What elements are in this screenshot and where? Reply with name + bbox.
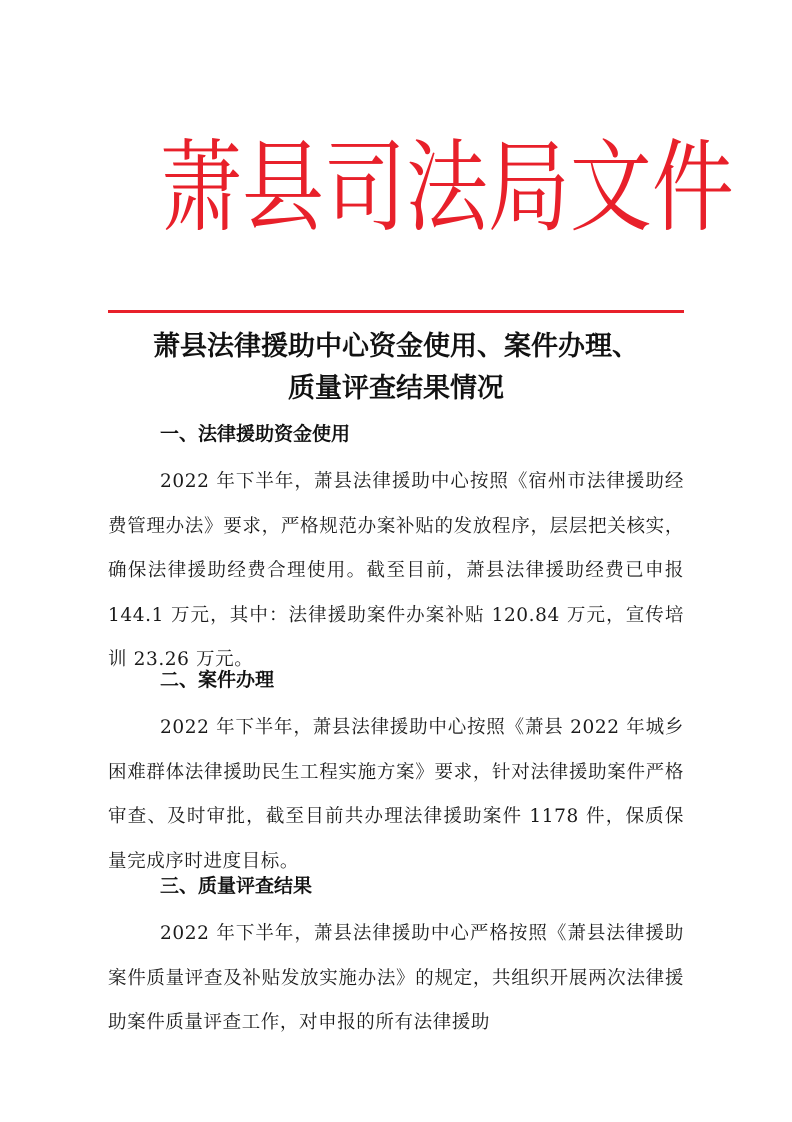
section-cases bbox=[108, 660, 684, 884]
section-heading: 二、案件办理 bbox=[160, 669, 275, 691]
section-heading: 一、法律援助资金使用 bbox=[160, 423, 351, 445]
section-paragraph: 2022 年下半年，萧县法律援助中心按照《萧县 2022 年城乡困难群体法律援助民生工程实施方案》要求，针对法律援助案件严格审查、及时审批，截至目前共办理法律援助案件 1178 件，保质保量完成序时进度目标。 bbox=[108, 717, 684, 872]
document-title bbox=[100, 326, 692, 410]
section-funds bbox=[108, 414, 684, 683]
section-heading: 三、质量评查结果 bbox=[160, 875, 313, 897]
section-quality bbox=[108, 866, 684, 1046]
section-paragraph: 2022 年下半年，萧县法律援助中心按照《宿州市法律援助经费管理办法》要求，严格规范办案补贴的发放程序，层层把关核实，确保法律援助经费合理使用。截至目前，萧县法律援助经费已申报 144.1 万元，其中：法律援助案件办案补贴 120.84 万元，宣传培训 23.26 万元。 bbox=[108, 471, 684, 670]
title-line-2: 质量评查结果情况 bbox=[288, 373, 504, 404]
red-separator-line bbox=[108, 310, 684, 313]
section-paragraph: 2022 年下半年，萧县法律援助中心严格按照《萧县法律援助案件质量评查及补贴发放实施办法》的规定，共组织开展两次法律援助案件质量评查工作，对申报的所有法律援助 bbox=[108, 923, 684, 1033]
document-header: 萧县司法局文件 bbox=[159, 129, 734, 246]
title-line-1: 萧县法律援助中心资金使用、案件办理、 bbox=[153, 331, 639, 362]
